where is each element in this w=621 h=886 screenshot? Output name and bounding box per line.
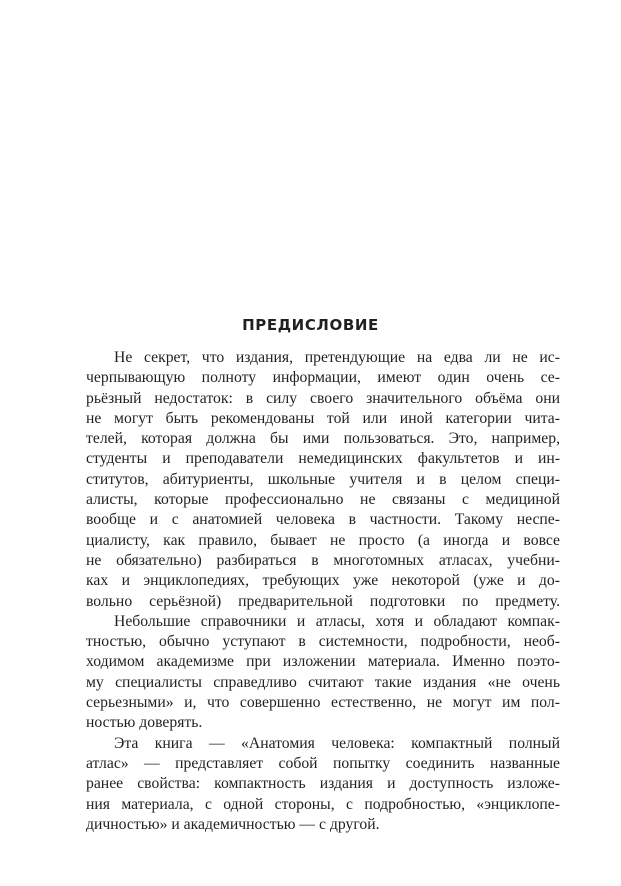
text-line: ходимом академизме при изложении материала. Именно поэто- — [86, 653, 560, 671]
text-line: не могут быть рекомендованы той или иной категории чита- — [86, 409, 560, 427]
text-line: атлас» — представляет собой попытку соединить названные — [86, 754, 560, 772]
text-line: студенты и преподаватели немедицинских факультетов и ин- — [86, 450, 560, 468]
text-line: телей, которая должна бы ими пользоваться. Это, например, — [86, 430, 560, 448]
text-line: Небольшие справочники и атласы, хотя и обладают компак- — [114, 612, 560, 630]
text-line: не обязательно) разбираться в многотомных атласах, учебни- — [86, 551, 560, 569]
text-line: ках и энциклопедиях, требующих уже некоторой (уже и до- — [86, 572, 560, 590]
text-line: ранее свойства: компактность издания и доступность изложе- — [86, 775, 560, 793]
text-line: вольно серьёзной) предварительной подготовки по предмету. — [86, 592, 560, 610]
text-line: серьезными» и, что совершенно естественно, не могут им пол- — [86, 694, 560, 712]
text-line: тностью, обычно уступают в системности, подробности, необ- — [86, 633, 560, 651]
text-line: алисты, которые профессионально не связаны с медициной — [86, 491, 560, 509]
text-line: вообще и с анатомией человека в частности. Такому неспе- — [86, 511, 560, 529]
text-line: рьёзный недостаток: в силу своего значительного объёма они — [86, 389, 560, 407]
text-line: циалисту, как правило, бывает не просто (а иногда и вовсе — [86, 531, 560, 549]
text-line: дичностью» и академичностью — с другой. — [86, 815, 380, 833]
preface-text — [86, 348, 560, 835]
text-line: ния материала, с одной стороны, с подробностью, «энциклопе- — [86, 795, 560, 813]
text-line: черпывающую полноту информации, имеют один очень се- — [86, 369, 560, 387]
text-line: ностью доверять. — [86, 714, 203, 732]
page-heading: ПРЕДИСЛОВИЕ — [242, 316, 379, 334]
text-line: ститутов, абитуриенты, школьные учителя и в целом специ- — [86, 470, 560, 488]
text-line: Эта книга — «Анатомия человека: компактный полный — [114, 734, 560, 752]
text-line: Не секрет, что издания, претендующие на едва ли не ис- — [114, 349, 560, 366]
text-line: му специалисты справедливо считают такие издания «не очень — [86, 673, 560, 691]
